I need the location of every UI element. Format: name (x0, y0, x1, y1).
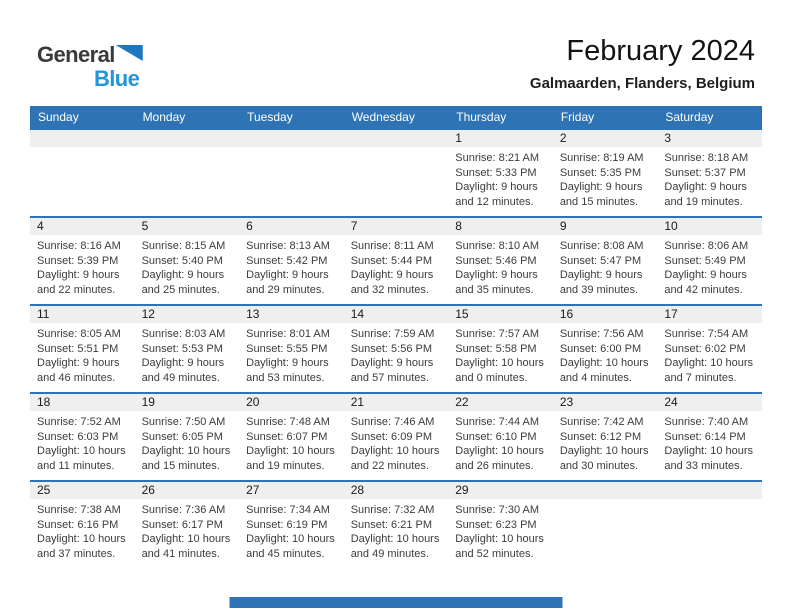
calendar-body (30, 129, 762, 568)
day-info-line: and 25 minutes. (141, 283, 220, 296)
location-subtitle: Galmaarden, Flanders, Belgium (529, 74, 755, 92)
day-info-line: Sunset: 5:55 PM (246, 342, 328, 355)
day-info-line: Sunset: 5:33 PM (455, 166, 537, 179)
day-info-line: Sunset: 6:10 PM (455, 430, 537, 443)
calendar-week-row (30, 217, 762, 305)
day-info (553, 323, 658, 385)
date-number: 18 (30, 394, 135, 411)
day-info (239, 411, 344, 473)
calendar-day-cell (553, 481, 658, 568)
day-info (239, 147, 344, 151)
day-info-line: and 0 minutes. (455, 371, 528, 384)
calendar-day-cell (30, 217, 135, 305)
weekday-header: Wednesday (344, 106, 449, 129)
weekday-header: Sunday (30, 106, 135, 129)
day-info-line: Daylight: 9 hours (455, 269, 538, 281)
calendar-day-cell (135, 393, 240, 481)
day-info-line: and 32 minutes. (350, 283, 429, 296)
day-info-line: Daylight: 9 hours (37, 357, 120, 369)
day-info-line: and 15 minutes. (141, 459, 220, 472)
day-info (448, 323, 553, 385)
day-info-line: Daylight: 9 hours (246, 269, 329, 281)
date-number (30, 130, 135, 147)
calendar-day-cell (657, 393, 762, 481)
day-info (135, 411, 240, 473)
date-number: 27 (239, 482, 344, 499)
date-number: 9 (553, 218, 658, 235)
day-info-line: Daylight: 10 hours (455, 533, 544, 545)
calendar-day-cell (448, 481, 553, 568)
calendar-day-cell (239, 217, 344, 305)
day-info-line: and 49 minutes. (350, 547, 429, 560)
calendar-day-cell (553, 305, 658, 393)
day-info (657, 323, 762, 385)
day-info-line: Sunrise: 7:57 AM (455, 328, 540, 340)
calendar-day-cell (657, 481, 762, 568)
date-number (553, 482, 658, 499)
calendar-day-cell (553, 217, 658, 305)
logo-text-blue: Blue (94, 66, 140, 91)
title-block (530, 36, 755, 92)
day-info-line: Sunset: 6:21 PM (350, 518, 433, 531)
day-info-line: and 57 minutes. (350, 371, 429, 384)
day-info-line: Sunrise: 8:08 AM (559, 240, 644, 252)
date-number: 7 (344, 218, 449, 235)
day-info-line: Sunset: 5:53 PM (141, 342, 223, 355)
calendar-day-cell (30, 305, 135, 393)
calendar-day-cell (239, 305, 344, 393)
weekday-header: Friday (553, 106, 658, 129)
day-info (239, 235, 344, 297)
day-info-line: and 39 minutes. (559, 283, 639, 296)
day-info-line: Sunset: 5:39 PM (37, 254, 119, 267)
general-blue-logo (37, 44, 143, 90)
day-info-line: Daylight: 10 hours (559, 357, 649, 369)
day-info (657, 411, 762, 473)
day-info-line: Daylight: 10 hours (559, 445, 649, 457)
weekday-header: Tuesday (239, 106, 344, 129)
day-info (30, 323, 135, 385)
logo-text-general: General (37, 42, 115, 67)
date-number: 2 (553, 130, 658, 147)
date-number (344, 130, 449, 147)
day-info (344, 411, 449, 473)
day-info-line: and 45 minutes. (246, 547, 325, 560)
date-number: 25 (30, 482, 135, 499)
day-info-line: Daylight: 10 hours (246, 445, 335, 457)
date-number: 1 (448, 130, 553, 147)
day-info-line: Sunrise: 7:32 AM (350, 504, 435, 516)
day-info-line: Daylight: 9 hours (141, 269, 225, 281)
date-number: 3 (657, 130, 762, 147)
calendar-day-cell (344, 481, 449, 568)
day-info-line: and 41 minutes. (141, 547, 220, 560)
day-info-line: and 15 minutes. (559, 195, 639, 208)
day-info-line: Daylight: 10 hours (455, 357, 544, 369)
day-info-line: Sunset: 5:40 PM (141, 254, 223, 267)
day-info-line: Sunset: 5:37 PM (664, 166, 746, 179)
weekday-header: Saturday (657, 106, 762, 129)
calendar-day-cell (239, 481, 344, 568)
date-number: 8 (448, 218, 553, 235)
date-number: 17 (657, 306, 762, 323)
day-info (657, 235, 762, 297)
day-info-line: and 52 minutes. (455, 547, 534, 560)
date-number: 10 (657, 218, 762, 235)
page-title: February 2024 (566, 35, 755, 67)
day-info-line: Sunset: 6:09 PM (350, 430, 433, 443)
day-info (448, 147, 553, 209)
day-info-line: and 19 minutes. (246, 459, 325, 472)
day-info (239, 499, 344, 561)
calendar-day-cell (657, 129, 762, 217)
day-info-line: Sunset: 6:00 PM (559, 342, 642, 355)
day-info-line: Sunrise: 8:19 AM (559, 152, 644, 164)
date-number: 16 (553, 306, 658, 323)
day-info-line: and 26 minutes. (455, 459, 534, 472)
day-info-line: Sunrise: 7:34 AM (246, 504, 330, 516)
day-info-line: Sunrise: 7:30 AM (455, 504, 540, 516)
calendar-day-cell (239, 129, 344, 217)
day-info (553, 411, 658, 473)
calendar-week-row (30, 129, 762, 217)
date-number: 22 (448, 394, 553, 411)
date-number: 23 (553, 394, 658, 411)
calendar-day-cell (344, 393, 449, 481)
date-number: 6 (239, 218, 344, 235)
date-number: 14 (344, 306, 449, 323)
day-info-line: and 46 minutes. (37, 371, 116, 384)
day-info-line: Sunset: 6:14 PM (664, 430, 746, 443)
day-info-line: Sunrise: 8:18 AM (664, 152, 749, 164)
calendar-day-cell (30, 481, 135, 568)
date-number: 15 (448, 306, 553, 323)
day-info-line: and 33 minutes. (664, 459, 743, 472)
day-info-line: Daylight: 10 hours (37, 445, 126, 457)
date-number (657, 482, 762, 499)
day-info-line: and 19 minutes. (664, 195, 743, 208)
day-info-line: Daylight: 10 hours (350, 533, 440, 545)
day-info-line: Sunset: 5:56 PM (350, 342, 433, 355)
calendar-day-cell (344, 129, 449, 217)
day-info (239, 323, 344, 385)
day-info (344, 147, 449, 151)
day-info-line: Daylight: 9 hours (350, 357, 434, 369)
day-info-line: Sunset: 6:12 PM (559, 430, 642, 443)
day-info-line: Daylight: 9 hours (37, 269, 120, 281)
date-number: 5 (135, 218, 240, 235)
day-info-line: Daylight: 10 hours (141, 445, 231, 457)
day-info-line: Sunrise: 8:15 AM (141, 240, 226, 252)
weekday-header-row (30, 106, 762, 129)
day-info-line: Sunset: 5:42 PM (246, 254, 328, 267)
day-info-line: Sunrise: 7:54 AM (664, 328, 749, 340)
date-number: 26 (135, 482, 240, 499)
day-info-line: Sunset: 5:44 PM (350, 254, 433, 267)
day-info (135, 147, 240, 151)
day-info-line: Sunset: 5:58 PM (455, 342, 537, 355)
calendar-table (30, 106, 762, 568)
day-info-line: Sunrise: 8:03 AM (141, 328, 226, 340)
date-number: 12 (135, 306, 240, 323)
day-info-line: and 53 minutes. (246, 371, 325, 384)
calendar-week-row (30, 393, 762, 481)
day-info (30, 147, 135, 151)
day-info (135, 499, 240, 561)
day-info-line: Sunset: 6:02 PM (664, 342, 746, 355)
day-info-line: Sunrise: 8:16 AM (37, 240, 121, 252)
day-info (657, 499, 762, 503)
day-info-line: and 30 minutes. (559, 459, 639, 472)
day-info-line: and 49 minutes. (141, 371, 220, 384)
day-info (448, 411, 553, 473)
day-info-line: Sunrise: 7:42 AM (559, 416, 644, 428)
date-number: 29 (448, 482, 553, 499)
day-info (30, 411, 135, 473)
date-number: 28 (344, 482, 449, 499)
calendar-day-cell (448, 393, 553, 481)
day-info-line: Daylight: 9 hours (141, 357, 225, 369)
day-info-line: Sunrise: 7:46 AM (350, 416, 435, 428)
day-info-line: and 22 minutes. (37, 283, 116, 296)
calendar-day-cell (657, 305, 762, 393)
day-info-line: Sunrise: 8:11 AM (350, 240, 434, 252)
calendar-week-row (30, 305, 762, 393)
date-number: 13 (239, 306, 344, 323)
day-info-line: Sunrise: 8:10 AM (455, 240, 540, 252)
day-info-line: Daylight: 10 hours (350, 445, 440, 457)
day-info-line: Sunrise: 7:38 AM (37, 504, 121, 516)
calendar-day-cell (239, 393, 344, 481)
day-info (344, 323, 449, 385)
day-info-line: Sunrise: 7:44 AM (455, 416, 540, 428)
date-number: 19 (135, 394, 240, 411)
day-info-line: Daylight: 9 hours (246, 357, 329, 369)
calendar-day-cell (135, 481, 240, 568)
day-info (135, 235, 240, 297)
day-info-line: and 7 minutes. (664, 371, 737, 384)
day-info-line: and 11 minutes. (37, 459, 115, 472)
day-info-line: Sunrise: 7:48 AM (246, 416, 330, 428)
calendar-week-row (30, 481, 762, 568)
day-info-line: Daylight: 9 hours (455, 181, 538, 193)
day-info-line: Sunset: 6:16 PM (37, 518, 119, 531)
calendar-day-cell (448, 217, 553, 305)
date-number: 24 (657, 394, 762, 411)
day-info-line: Daylight: 9 hours (664, 181, 747, 193)
day-info-line: Sunset: 5:49 PM (664, 254, 746, 267)
day-info (448, 499, 553, 561)
day-info-line: Sunset: 6:23 PM (455, 518, 537, 531)
day-info-line: and 4 minutes. (559, 371, 632, 384)
day-info-line: Sunset: 5:46 PM (455, 254, 537, 267)
calendar-day-cell (448, 305, 553, 393)
day-info-line: Sunset: 6:05 PM (141, 430, 223, 443)
day-info-line: Sunset: 5:47 PM (559, 254, 642, 267)
day-info (553, 235, 658, 297)
day-info-line: and 29 minutes. (246, 283, 325, 296)
day-info-line: Daylight: 9 hours (350, 269, 434, 281)
weekday-header: Monday (135, 106, 240, 129)
calendar-day-cell (344, 305, 449, 393)
day-info-line: Sunrise: 7:50 AM (141, 416, 226, 428)
day-info-line: Daylight: 10 hours (246, 533, 335, 545)
date-number (239, 130, 344, 147)
day-info-line: Sunrise: 7:52 AM (37, 416, 121, 428)
day-info (448, 235, 553, 297)
day-info-line: Daylight: 9 hours (664, 269, 747, 281)
day-info-line: Daylight: 9 hours (559, 269, 643, 281)
day-info (135, 323, 240, 385)
calendar-day-cell (448, 129, 553, 217)
day-info-line: Daylight: 10 hours (141, 533, 231, 545)
day-info-line: Sunrise: 8:21 AM (455, 152, 540, 164)
day-info-line: Sunrise: 7:59 AM (350, 328, 435, 340)
day-info-line: Sunset: 6:03 PM (37, 430, 119, 443)
calendar-day-cell (135, 305, 240, 393)
day-info-line: and 35 minutes. (455, 283, 534, 296)
day-info-line: Sunset: 6:17 PM (141, 518, 223, 531)
footer-bar (230, 597, 563, 608)
day-info-line: Sunrise: 8:13 AM (246, 240, 330, 252)
calendar-day-cell (135, 129, 240, 217)
day-info-line: Sunrise: 7:36 AM (141, 504, 226, 516)
day-info-line: Sunrise: 7:56 AM (559, 328, 644, 340)
day-info-line: Sunset: 5:51 PM (37, 342, 119, 355)
logo-triangle-icon (116, 45, 143, 61)
calendar-day-cell (30, 129, 135, 217)
day-info-line: Daylight: 9 hours (559, 181, 643, 193)
date-number: 11 (30, 306, 135, 323)
date-number: 21 (344, 394, 449, 411)
day-info-line: Daylight: 10 hours (664, 357, 754, 369)
calendar-day-cell (30, 393, 135, 481)
calendar-day-cell (344, 217, 449, 305)
day-info-line: Sunset: 5:35 PM (559, 166, 642, 179)
calendar-day-cell (553, 129, 658, 217)
day-info (553, 147, 658, 209)
day-info-line: Sunset: 6:07 PM (246, 430, 328, 443)
calendar-day-cell (657, 217, 762, 305)
date-number: 4 (30, 218, 135, 235)
day-info-line: Daylight: 10 hours (37, 533, 126, 545)
day-info-line: Sunrise: 8:05 AM (37, 328, 121, 340)
day-info (553, 499, 658, 503)
day-info (657, 147, 762, 209)
day-info-line: and 42 minutes. (664, 283, 743, 296)
day-info (30, 235, 135, 297)
date-number (135, 130, 240, 147)
day-info-line: and 37 minutes. (37, 547, 116, 560)
weekday-header: Thursday (448, 106, 553, 129)
day-info-line: Sunrise: 8:06 AM (664, 240, 749, 252)
day-info-line: Daylight: 10 hours (664, 445, 754, 457)
calendar-day-cell (135, 217, 240, 305)
date-number: 20 (239, 394, 344, 411)
day-info (344, 499, 449, 561)
day-info-line: Sunrise: 7:40 AM (664, 416, 749, 428)
day-info-line: and 12 minutes. (455, 195, 534, 208)
day-info (344, 235, 449, 297)
day-info-line: Sunset: 6:19 PM (246, 518, 328, 531)
day-info-line: and 22 minutes. (350, 459, 429, 472)
day-info-line: Sunrise: 8:01 AM (246, 328, 330, 340)
calendar-day-cell (553, 393, 658, 481)
day-info-line: Daylight: 10 hours (455, 445, 544, 457)
day-info (30, 499, 135, 561)
